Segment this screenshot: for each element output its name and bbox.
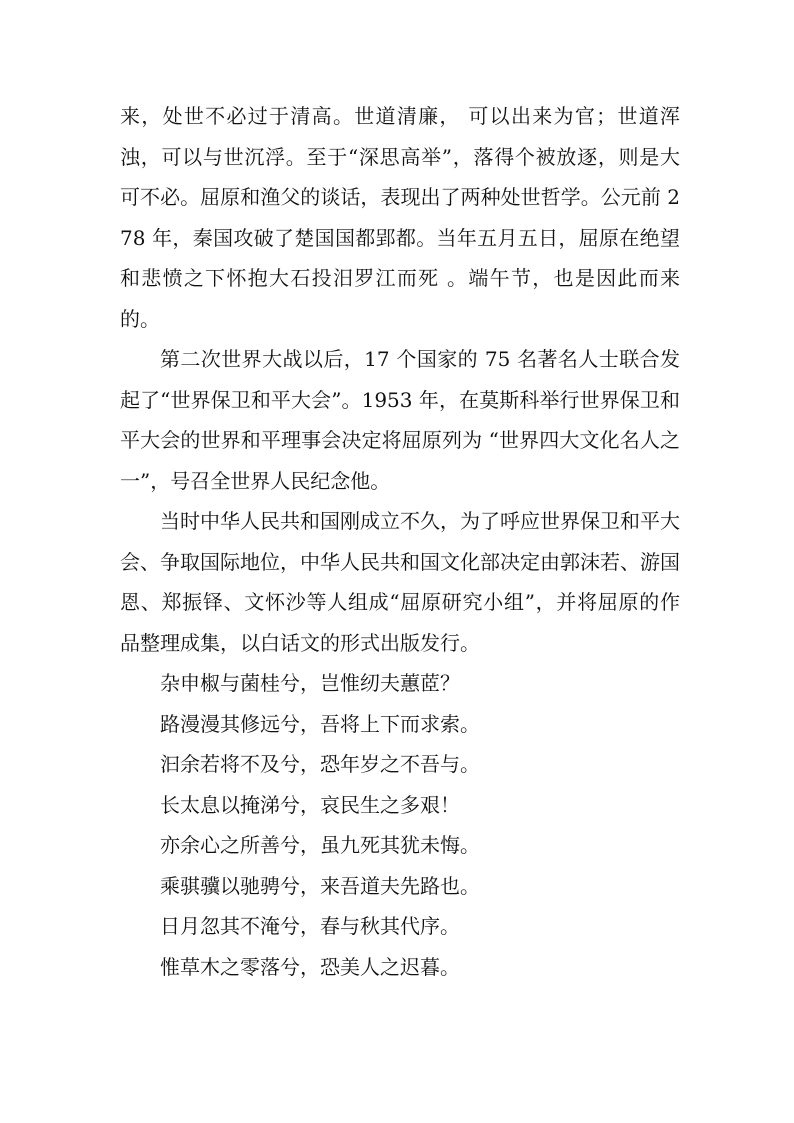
poem-line-1: 杂申椒与菌桂兮，岂惟纫夫蕙茝？ [160,671,460,695]
poem-line-2: 路漫漫其修远兮，吾将上下而求索。 [160,711,480,736]
paragraph-2: 第二次世界大战以后，17 个国家的 75 名著名人士联合发起了“世界保卫和平大会”。1953 年，在莫斯科举行世界保卫和平大会的世界和平理事会决定将屈原列为 “世界四大文化名人之一”，号召全世界人民纪念他。 [120,347,680,493]
poem-line-7: 日月忽其不淹兮，春与秋其代序。 [160,914,460,938]
poem-line-5: 亦余心之所善兮，虽九死其犹未悔。 [160,833,480,857]
document-body [120,96,680,987]
poem-block [120,663,680,987]
poem-line-3: 汩余若将不及兮，恐年岁之不吾与。 [160,752,480,776]
paragraph-1: 来，处世不必过于清高。世道清廉， 可以出来为官；世道浑浊，可以与世沉浮。至于“深思高举”，落得个被放逐，则是大可不必。屈原和渔父的谈话，表现出了两种处世哲学。公元前 278 年，秦国攻破了楚国国都郢都。当年五月五日，屈原在绝望和悲愤之下怀抱大石投汨罗江而死 。端午节，也是因此而来的。 [120,104,680,331]
poem-line-8: 惟草木之零落兮，恐美人之迟暮。 [160,954,460,979]
paragraph-3: 当时中华人民共和国刚成立不久，为了呼应世界保卫和平大会、争取国际地位，中华人民共和国文化部决定由郭沫若、游国恩、郑振铎、文怀沙等人组成“屈原研究小组”，并将屈原的作品整理成集，以白话文的形式出版发行。 [120,509,680,655]
poem-line-6: 乘骐骥以驰骋兮，来吾道夫先路也。 [160,873,480,898]
poem-line-4: 长太息以掩涕兮，哀民生之多艰！ [160,792,460,817]
